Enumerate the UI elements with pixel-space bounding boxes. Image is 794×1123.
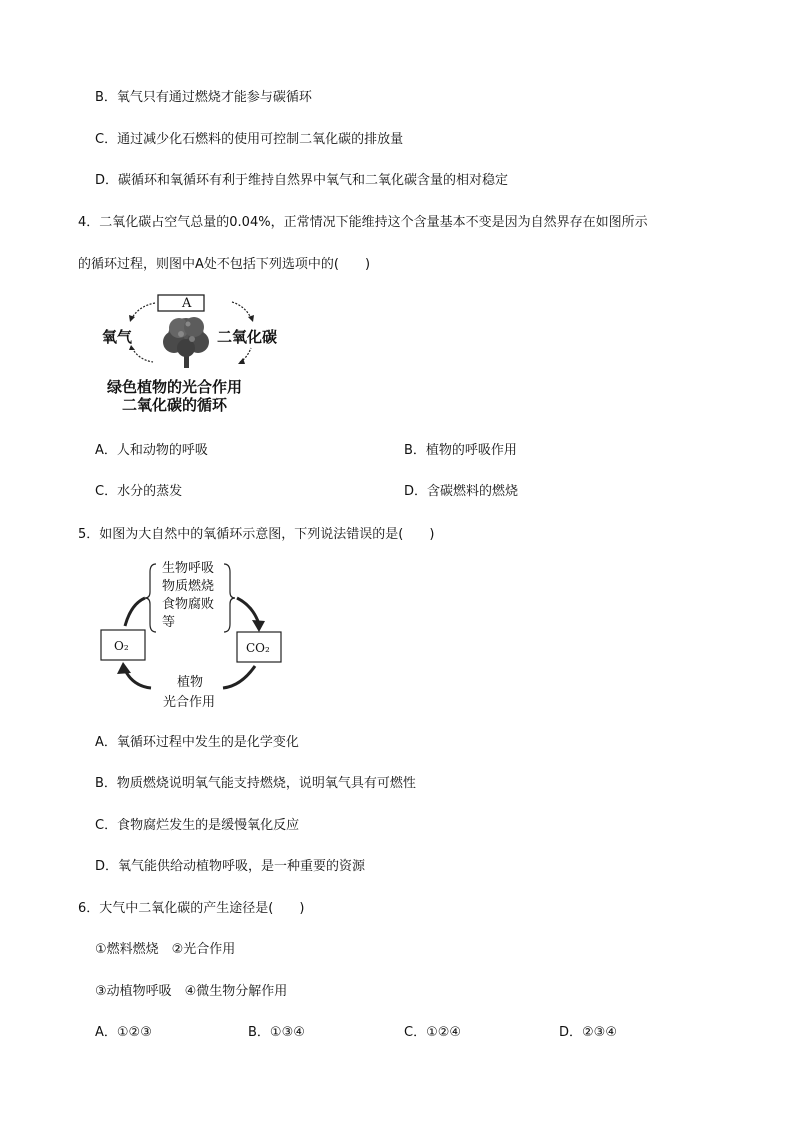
brace-item-decay: 食物腐败 xyxy=(162,597,215,612)
q6-option-d: D．②③④ xyxy=(559,1025,617,1040)
q4-stem-line2: 的循环过程，则图中A处不包括下列选项中的( ) xyxy=(78,257,371,272)
q6-option-a: A．①②③ xyxy=(95,1025,152,1040)
box-a-label: A xyxy=(182,296,192,311)
box-a-frame xyxy=(158,295,204,311)
arrow-oxygen-down xyxy=(132,348,153,362)
q5-option-a: A．氧循环过程中发生的是化学变化 xyxy=(95,735,299,750)
arrowhead-o2 xyxy=(117,662,131,674)
arrowhead-co2 xyxy=(248,315,254,322)
carbon-dioxide-label: 二氧化碳 xyxy=(217,328,278,346)
figure-caption-line2: 二氧化碳的循环 xyxy=(122,396,228,414)
q5-oxygen-cycle-figure xyxy=(95,558,285,718)
brace-item-combustion: 物质燃烧 xyxy=(162,579,215,594)
tree-icon xyxy=(163,317,209,368)
arrow-co2-bottom xyxy=(223,666,255,688)
q3-option-d: D．碳循环和氧循环有利于维持自然界中氧气和二氧化碳含量的相对稳定 xyxy=(95,173,509,188)
plant-label: 植物 xyxy=(177,675,204,690)
q5-option-c: C．食物腐烂发生的是缓慢氧化反应 xyxy=(95,818,300,833)
o2-label: O₂ xyxy=(114,639,129,653)
q3-option-c: C．通过减少化石燃料的使用可控制二氧化碳的排放量 xyxy=(95,132,404,147)
right-brace xyxy=(224,564,235,632)
q4-option-a: A．人和动物的呼吸 xyxy=(95,443,208,458)
q6-option-c: C．①②④ xyxy=(404,1025,462,1040)
q6-items-line1: ①燃料燃烧 ②光合作用 xyxy=(95,942,236,957)
arrowhead-a-to-oxygen xyxy=(129,315,135,322)
q6-items-line2: ③动植物呼吸 ④微生物分解作用 xyxy=(95,984,288,999)
q5-option-d: D．氧气能供给动植物呼吸，是一种重要的资源 xyxy=(95,859,366,874)
q4-option-b: B．植物的呼吸作用 xyxy=(404,443,517,458)
arrow-co2-to-a xyxy=(232,302,251,318)
q6-stem: 6．大气中二氧化碳的产生途径是( ) xyxy=(78,901,305,916)
q3-option-b: B．氧气只有通过燃烧才能参与碳循环 xyxy=(95,90,312,105)
q6-option-b: B．①③④ xyxy=(248,1025,305,1040)
q4-option-d: D．含碳燃料的燃烧 xyxy=(404,484,519,499)
arrowhead-co2 xyxy=(252,620,265,632)
arrow-o2-up xyxy=(125,598,145,626)
q5-option-b: B．物质燃烧说明氧气能支持燃烧，说明氧气具有可燃性 xyxy=(95,776,416,791)
brace-item-etc: 等 xyxy=(162,615,176,630)
q4-carbon-cycle-figure xyxy=(95,290,295,420)
arrow-a-to-oxygen xyxy=(132,303,155,318)
co2-label: CO₂ xyxy=(246,641,270,655)
left-brace xyxy=(145,564,156,632)
figure-caption-line1: 绿色植物的光合作用 xyxy=(107,378,243,396)
photosynthesis-label: 光合作用 xyxy=(163,695,216,710)
arrow-to-co2 xyxy=(237,598,259,624)
brace-item-respiration: 生物呼吸 xyxy=(162,561,215,576)
q5-stem: 5．如图为大自然中的氧循环示意图，下列说法错误的是( ) xyxy=(78,527,435,542)
q4-stem-line1: 4．二氧化碳占空气总量的0.04%，正常情况下能维持这个含量基本不变是因为自然界存在如图所示 xyxy=(78,215,648,230)
q4-option-c: C．水分的蒸发 xyxy=(95,484,183,499)
oxygen-label: 氧气 xyxy=(102,328,133,346)
